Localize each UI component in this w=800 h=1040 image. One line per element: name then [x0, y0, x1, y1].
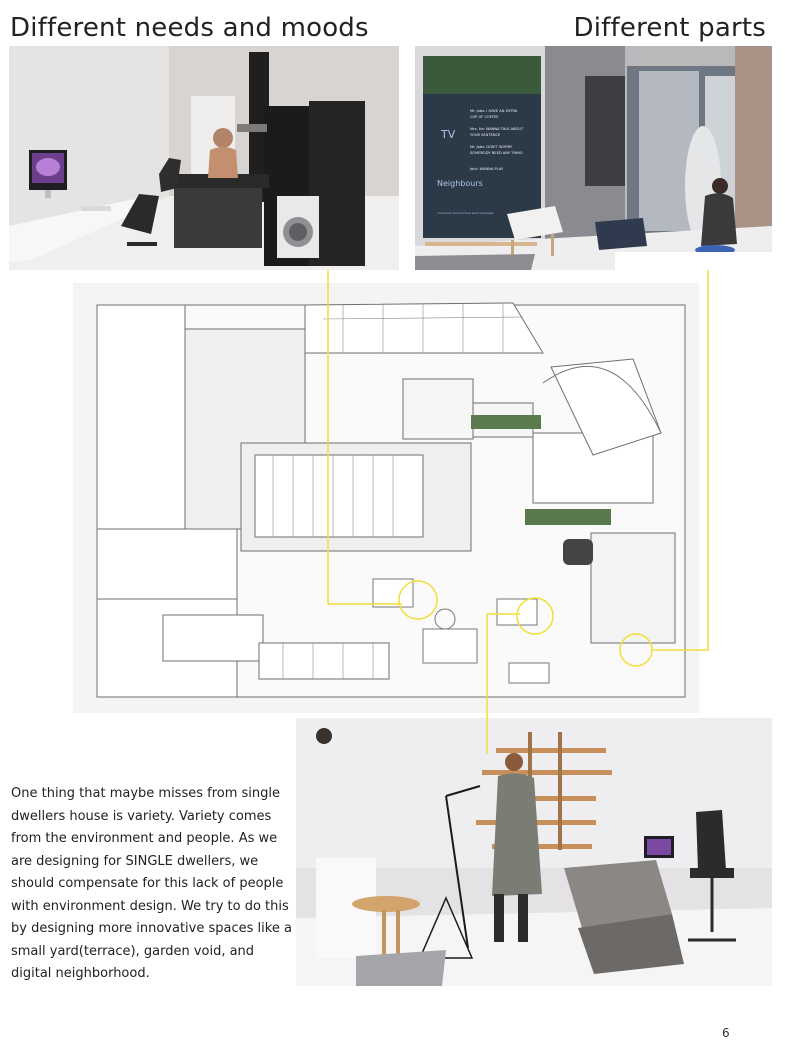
tv-tag-bottom: Neighbours — [437, 179, 483, 188]
tv-line-5: Mr. Jobs: DON'T WORRY — [470, 145, 513, 149]
page-number: 6 — [722, 1026, 730, 1040]
tv-line-3: Mrs. Ha: WANNA TALK ABOUT — [470, 127, 524, 131]
body-paragraph: One thing that maybe misses from single dwellers house is variety. Variety comes from the environment and people. As we are designing for SINGLE dwellers, we should compensate for this lack of people with environment design. We try to do this by designing more innovative spaces like a small yard(terrace), garden void, and digital neighborhood. — [11, 786, 292, 981]
kitchen-workspace-render — [9, 46, 399, 270]
tv-line-4: YOUR SENTENCE — [470, 133, 501, 137]
tv-tag-top: TV — [441, 128, 456, 141]
tv-line-7: Jack: WANNA PLAY — [470, 167, 504, 171]
page-heading-left: Different needs and moods — [10, 13, 369, 44]
tv-line-2: CUP OF COFFEE — [470, 115, 499, 119]
tv-line-1: Mr. Jobs: I HAVE AN EXTRA — [470, 109, 518, 113]
tv-footer: comment send picture send message — [437, 211, 494, 215]
tv-line-6: SOMEBODY NEED ANY THING — [470, 151, 523, 155]
digital-neighbourhood-render — [415, 46, 772, 270]
living-reading-corner-render — [296, 718, 772, 986]
page-heading-right: Different parts — [573, 13, 766, 44]
floor-plan-drawing — [73, 283, 699, 713]
